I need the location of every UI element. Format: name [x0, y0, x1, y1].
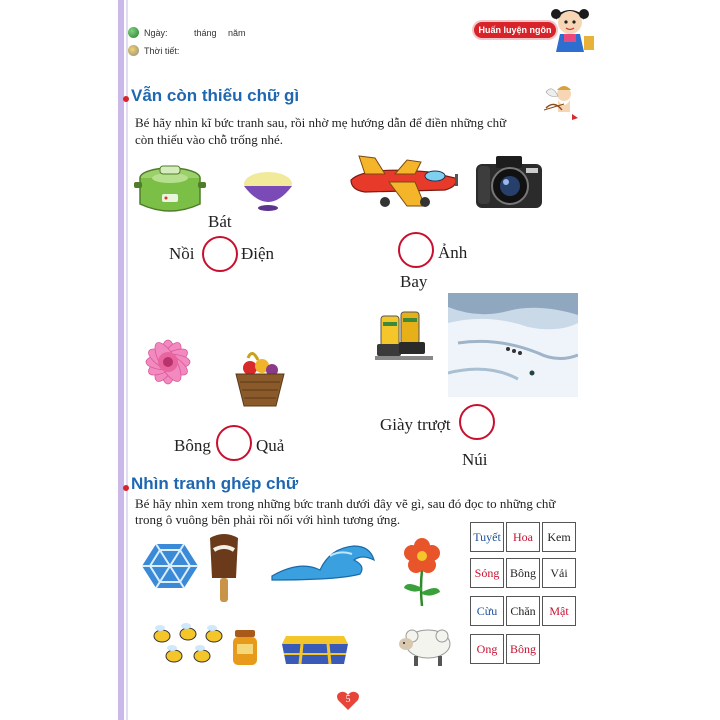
girl-mascot-icon	[548, 4, 598, 58]
rice-cooker-image	[130, 152, 212, 220]
blanket-image	[278, 632, 352, 668]
red-flower-image	[398, 536, 446, 608]
airplane-image	[345, 152, 463, 212]
word-box-chan[interactable]: Chăn	[506, 596, 540, 626]
word-box-hoa[interactable]: Hoa	[506, 522, 540, 552]
word-bat: Bát	[208, 212, 232, 231]
word-anh: Ảnh	[438, 243, 468, 262]
brand-badge: Huấn luyện ngôn ngữ	[474, 22, 556, 38]
word-box-bong-1[interactable]: Bông	[506, 558, 540, 588]
cupid-icon	[540, 80, 584, 124]
blank-circle-4[interactable]	[459, 404, 495, 440]
section2-bullet	[123, 485, 129, 491]
word-noi: Nồi	[169, 244, 195, 263]
section2-title: Nhìn tranh ghép chữ	[131, 474, 299, 493]
honey-jar-image	[230, 628, 260, 668]
weather-label: Thời tiết:	[144, 46, 180, 56]
snowflake-image	[140, 540, 200, 592]
word-qua: Quả	[256, 436, 285, 455]
word-box-cuu[interactable]: Cừu	[470, 596, 504, 626]
bees-image	[148, 622, 230, 670]
word-box-mat[interactable]: Mật	[542, 596, 576, 626]
section2-instruction-line2: trong ô vuông bên phải rồi nối với hình tương ứng.	[135, 512, 401, 527]
weather-icon	[128, 45, 139, 56]
word-bong: Bông	[174, 436, 211, 455]
section1-instruction-line1: Bé hãy nhìn kĩ bức tranh sau, rồi nhờ mẹ hướng dẫn để điền những chữ	[135, 115, 507, 130]
globe-icon	[128, 27, 139, 38]
fruit-basket-image	[232, 348, 288, 412]
word-box-song[interactable]: Sóng	[470, 558, 504, 588]
snow-mountain-photo	[448, 293, 578, 397]
word-box-tuyet[interactable]: Tuyết	[470, 522, 504, 552]
year-label: năm	[228, 28, 246, 38]
section1-instruction-line2: còn thiếu vào chỗ trống nhé.	[135, 132, 284, 147]
month-label: tháng	[194, 28, 217, 38]
word-nui: Núi	[462, 450, 488, 469]
sheep-image	[396, 624, 458, 668]
word-dien: Điện	[241, 244, 275, 263]
ski-boots-image	[373, 306, 435, 368]
page-spine-edge	[126, 0, 128, 720]
word-box-vai[interactable]: Vải	[542, 558, 576, 588]
blank-circle-3[interactable]	[216, 425, 252, 461]
page-number: 5	[345, 694, 351, 705]
word-box-ong[interactable]: Ong	[470, 634, 504, 664]
camera-image	[474, 150, 544, 212]
word-bay: Bay	[400, 272, 428, 291]
wave-image	[270, 540, 378, 584]
blank-circle-1[interactable]	[202, 236, 238, 272]
blank-circle-2[interactable]	[398, 232, 434, 268]
section1-bullet	[123, 96, 129, 102]
section2-instruction-line1: Bé hãy nhìn xem trong những bức tranh dưới đây vẽ gì, sau đó đọc to những chữ	[135, 496, 556, 511]
date-label: Ngày:	[144, 28, 168, 38]
section1-title: Vẫn còn thiếu chữ gì	[131, 86, 300, 105]
rice-bowl-image	[240, 168, 296, 214]
page-spine	[118, 0, 124, 720]
flower-image	[131, 322, 205, 402]
word-box-kem[interactable]: Kem	[542, 522, 576, 552]
ice-cream-image	[204, 530, 244, 606]
word-giay-truot: Giày trượt	[380, 415, 451, 434]
word-box-bong-2[interactable]: Bông	[506, 634, 540, 664]
